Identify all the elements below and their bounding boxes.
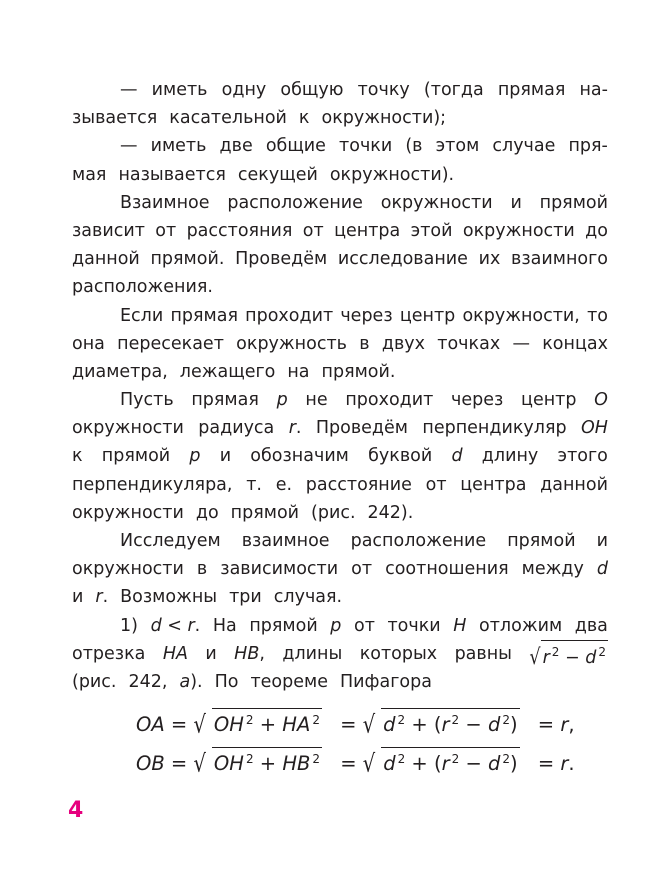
page-number: 4 <box>68 798 84 823</box>
word: от <box>425 474 447 495</box>
word: прямой <box>101 446 171 467</box>
word: иметь <box>151 80 208 100</box>
text-line <box>72 583 608 611</box>
word: окружности <box>72 502 184 523</box>
word: прямой <box>230 502 300 523</box>
word: окружность <box>236 333 347 354</box>
word: √ r $^2$ − d $^2$ <box>529 640 608 668</box>
word: (рис. <box>72 671 117 692</box>
word: прямой <box>539 192 608 213</box>
word: диаметра, <box>72 361 168 382</box>
word: то <box>587 305 608 326</box>
word: к <box>72 446 83 467</box>
word: от <box>353 615 375 636</box>
word: этой <box>410 220 453 241</box>
word: называется <box>118 164 226 185</box>
word: прямой <box>507 531 576 551</box>
word: окружности). <box>329 164 455 185</box>
word: центра <box>334 220 401 241</box>
text-line <box>72 104 608 132</box>
word: взаимное <box>241 531 330 551</box>
word: прямой <box>249 615 318 636</box>
word: случае <box>492 136 556 157</box>
word: центр <box>399 305 456 326</box>
word: зависимости <box>220 559 339 580</box>
word: d <box>596 559 608 580</box>
word: в <box>359 333 370 354</box>
word: их <box>478 249 501 270</box>
word: Если <box>120 305 164 326</box>
word: она <box>72 333 105 354</box>
word: теореме <box>250 671 328 692</box>
word: d <box>451 446 463 467</box>
text-line <box>72 302 608 330</box>
word: отложим <box>479 615 563 636</box>
text-line <box>72 273 608 301</box>
word: Взаимное <box>120 192 210 213</box>
word: на <box>287 361 310 382</box>
word: и <box>205 643 217 664</box>
formula-oa: OA = √ OH $^2$ + HA $^2$ = √ d $^2$ + (r $^2$ − d $^2$) = r, <box>136 710 575 739</box>
word: окружности <box>72 559 184 580</box>
word: 1) <box>120 615 138 636</box>
word: расстояние <box>305 474 412 495</box>
word: между <box>521 559 584 580</box>
word: центр <box>521 390 577 411</box>
word: касательной <box>169 108 287 129</box>
word: точки <box>339 136 393 157</box>
text-line <box>72 76 608 104</box>
word: данной <box>72 249 140 270</box>
word: секущей <box>237 164 318 185</box>
word: которых <box>359 643 438 664</box>
word: точку <box>357 80 410 100</box>
word: окружности, <box>462 305 580 326</box>
word: d < r. <box>150 615 201 636</box>
word: расстояния <box>186 220 293 241</box>
word: расположения. <box>72 277 213 298</box>
word: и <box>219 446 232 467</box>
word: этого <box>557 446 608 467</box>
word: Проведём <box>315 418 408 439</box>
word: — <box>120 80 138 100</box>
word: буквой <box>368 446 433 467</box>
word: пересекает <box>117 333 224 354</box>
word: и <box>510 192 522 213</box>
word: перпендикуляра, <box>72 474 233 495</box>
word: окружности); <box>321 108 447 129</box>
text-line <box>72 442 608 470</box>
word: длины <box>282 643 343 664</box>
word: (тогда <box>423 80 484 100</box>
word: H <box>453 615 467 636</box>
text-line <box>72 245 608 273</box>
word: не <box>305 390 328 411</box>
word: общую <box>280 80 344 100</box>
word: проходит <box>345 390 434 411</box>
word: случая. <box>273 587 343 608</box>
word: расположение <box>227 192 363 213</box>
word: соотношения <box>385 559 509 580</box>
text-line <box>72 217 608 245</box>
word: p <box>276 390 288 411</box>
word: окружности <box>72 418 184 439</box>
word: общие <box>265 136 326 157</box>
word: от <box>351 559 373 580</box>
word: расположение <box>350 531 487 551</box>
word: (в <box>405 136 423 157</box>
word: окружности <box>462 220 575 241</box>
word: равны <box>454 643 512 664</box>
word: от <box>155 220 177 241</box>
word: — <box>512 333 530 354</box>
word: проходит <box>245 305 334 326</box>
word: через <box>340 305 393 326</box>
word: O <box>594 390 608 411</box>
word: Пифагора <box>339 671 432 692</box>
word: прямой. <box>150 249 225 270</box>
word: на- <box>579 80 608 100</box>
text-body <box>72 76 608 696</box>
word: точках <box>437 333 501 354</box>
word: окружности <box>380 192 493 213</box>
word: двух <box>381 333 425 354</box>
word: перпендикуляр <box>422 418 567 439</box>
word: через <box>451 390 504 411</box>
word: длину <box>481 446 539 467</box>
word: r. <box>288 418 302 439</box>
word: т. <box>246 474 262 495</box>
text-line <box>72 499 608 527</box>
text-line <box>72 612 608 640</box>
formula-ob: OB = √ OH $^2$ + HB $^2$ = √ d $^2$ + (r $^2$ − d $^2$) = r. <box>136 749 575 778</box>
word: мая <box>72 164 107 185</box>
word: OH <box>581 418 608 439</box>
word: прямая <box>191 390 259 411</box>
word: p <box>189 446 201 467</box>
word: обозначим <box>250 446 349 467</box>
text-line <box>72 414 608 442</box>
text-line <box>72 358 608 386</box>
word: — <box>120 136 138 157</box>
text-line <box>72 386 608 414</box>
word: HB, <box>234 643 265 664</box>
word: (рис. <box>311 502 356 523</box>
word: к <box>298 108 310 129</box>
word: два <box>574 615 608 636</box>
word: две <box>219 136 253 157</box>
word: Проведём <box>235 249 328 270</box>
text-line <box>72 189 608 217</box>
word: точки <box>387 615 441 636</box>
word: взаимного <box>511 249 608 270</box>
word: 242). <box>367 502 414 523</box>
word: Исследуем <box>120 531 221 551</box>
text-line <box>72 132 608 160</box>
word: исследование <box>337 249 468 270</box>
word: a). <box>179 671 203 692</box>
word: и <box>596 531 608 551</box>
word: концах <box>542 333 608 354</box>
text-line <box>72 330 608 358</box>
word: одну <box>221 80 267 100</box>
word: лежащего <box>179 361 276 382</box>
word: е. <box>275 474 293 495</box>
text-line <box>72 640 608 671</box>
word: радиуса <box>198 418 275 439</box>
word: Возможны <box>120 587 218 608</box>
word: иметь <box>150 136 207 157</box>
word: до <box>585 220 608 241</box>
word: в <box>196 559 208 580</box>
text-line <box>72 471 608 499</box>
word: от <box>302 220 324 241</box>
word: данной <box>540 474 608 495</box>
word: По <box>214 671 239 692</box>
word: зависит <box>72 220 145 241</box>
word: центра <box>460 474 527 495</box>
text-line <box>72 668 608 696</box>
word: до <box>195 502 219 523</box>
word: прямой. <box>321 361 396 382</box>
word: пря- <box>568 136 608 157</box>
word: прямая <box>497 80 566 100</box>
word: этом <box>435 136 480 157</box>
word: На <box>212 615 237 636</box>
word: зывается <box>72 108 158 129</box>
word: Пусть <box>120 390 174 411</box>
word: HA <box>162 643 188 664</box>
text-line <box>72 527 608 555</box>
word: 242, <box>128 671 168 692</box>
word: r. <box>95 587 109 608</box>
word: отрезка <box>72 643 146 664</box>
text-line <box>72 161 608 189</box>
text-line <box>72 555 608 583</box>
word: p <box>330 615 342 636</box>
word: прямая <box>170 305 238 326</box>
word: три <box>229 587 262 608</box>
word: и <box>72 587 84 608</box>
